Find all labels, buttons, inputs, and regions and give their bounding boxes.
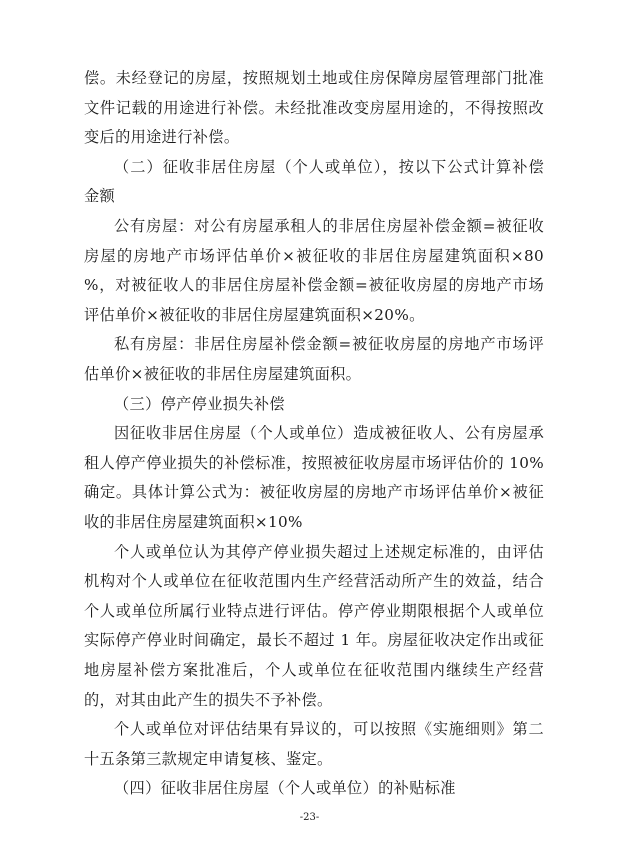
section-heading-4: （四）征收非居住房屋（个人或单位）的补贴标准 xyxy=(114,779,456,797)
text-line: 偿。未经登记的房屋，按照规划土地或住房保障房屋管理部门批准 xyxy=(84,69,544,87)
text-line: 个人或单位对评估结果有异议的，可以按照《实施细则》第二 xyxy=(114,720,544,738)
text-line: 变后的用途进行补偿。 xyxy=(84,128,240,146)
text-line: 私有房屋：非居住房屋补偿金额=被征收房屋的房地产市场评 xyxy=(114,335,544,353)
text-line: 收的非居住房屋建筑面积×10% xyxy=(84,513,303,531)
text-line: 确定。具体计算公式为：被征收房屋的房地产市场评估单价×被征 xyxy=(84,483,544,501)
text-line: 租人停产停业损失的补偿标准，按照被征收房屋市场评估价的 10% xyxy=(84,454,544,472)
text-line: 的，对其由此产生的损失不予补偿。 xyxy=(84,691,333,709)
text-line: 十五条第三款规定申请复核、鉴定。 xyxy=(84,750,333,768)
text-line: 机构对个人或单位在征收范围内生产经营活动所产生的效益，结合 xyxy=(84,572,544,590)
page-number: -23- xyxy=(299,812,320,823)
text-line: 金额 xyxy=(84,187,116,205)
text-line: 因征收非居住房屋（个人或单位）造成被征收人、公有房屋承 xyxy=(114,424,544,442)
text-line: 评估单价×被征收的非居住房屋建筑面积×20%。 xyxy=(84,306,425,324)
section-heading-2: （二）征收非居住房屋（个人或单位），按以下公式计算补偿 xyxy=(114,158,544,176)
text-line: 地房屋补偿方案批准后，个人或单位在征收范围内继续生产经营 xyxy=(84,661,544,679)
text-line: 估单价×被征收的非居住房屋建筑面积。 xyxy=(84,365,362,383)
text-line: 房屋的房地产市场评估单价×被征收的非居住房屋建筑面积×80 xyxy=(84,247,544,265)
text-line: 实际停产停业时间确定，最长不超过 1 年。房屋征收决定作出或征 xyxy=(84,631,544,649)
text-line: 个人或单位所属行业特点进行评估。停产停业期限根据个人或单位 xyxy=(84,602,544,620)
section-heading-3: （三）停产停业损失补偿 xyxy=(114,395,285,413)
text-line: 个人或单位认为其停产停业损失超过上述规定标准的，由评估 xyxy=(114,543,544,561)
text-line: 文件记载的用途进行补偿。未经批准改变房屋用途的，不得按照改 xyxy=(84,99,544,117)
text-line: %，对被征收人的非居住房屋补偿金额=被征收房屋的房地产市场 xyxy=(84,276,544,294)
text-line: 公有房屋：对公有房屋承租人的非居住房屋补偿金额=被征收 xyxy=(114,217,544,235)
